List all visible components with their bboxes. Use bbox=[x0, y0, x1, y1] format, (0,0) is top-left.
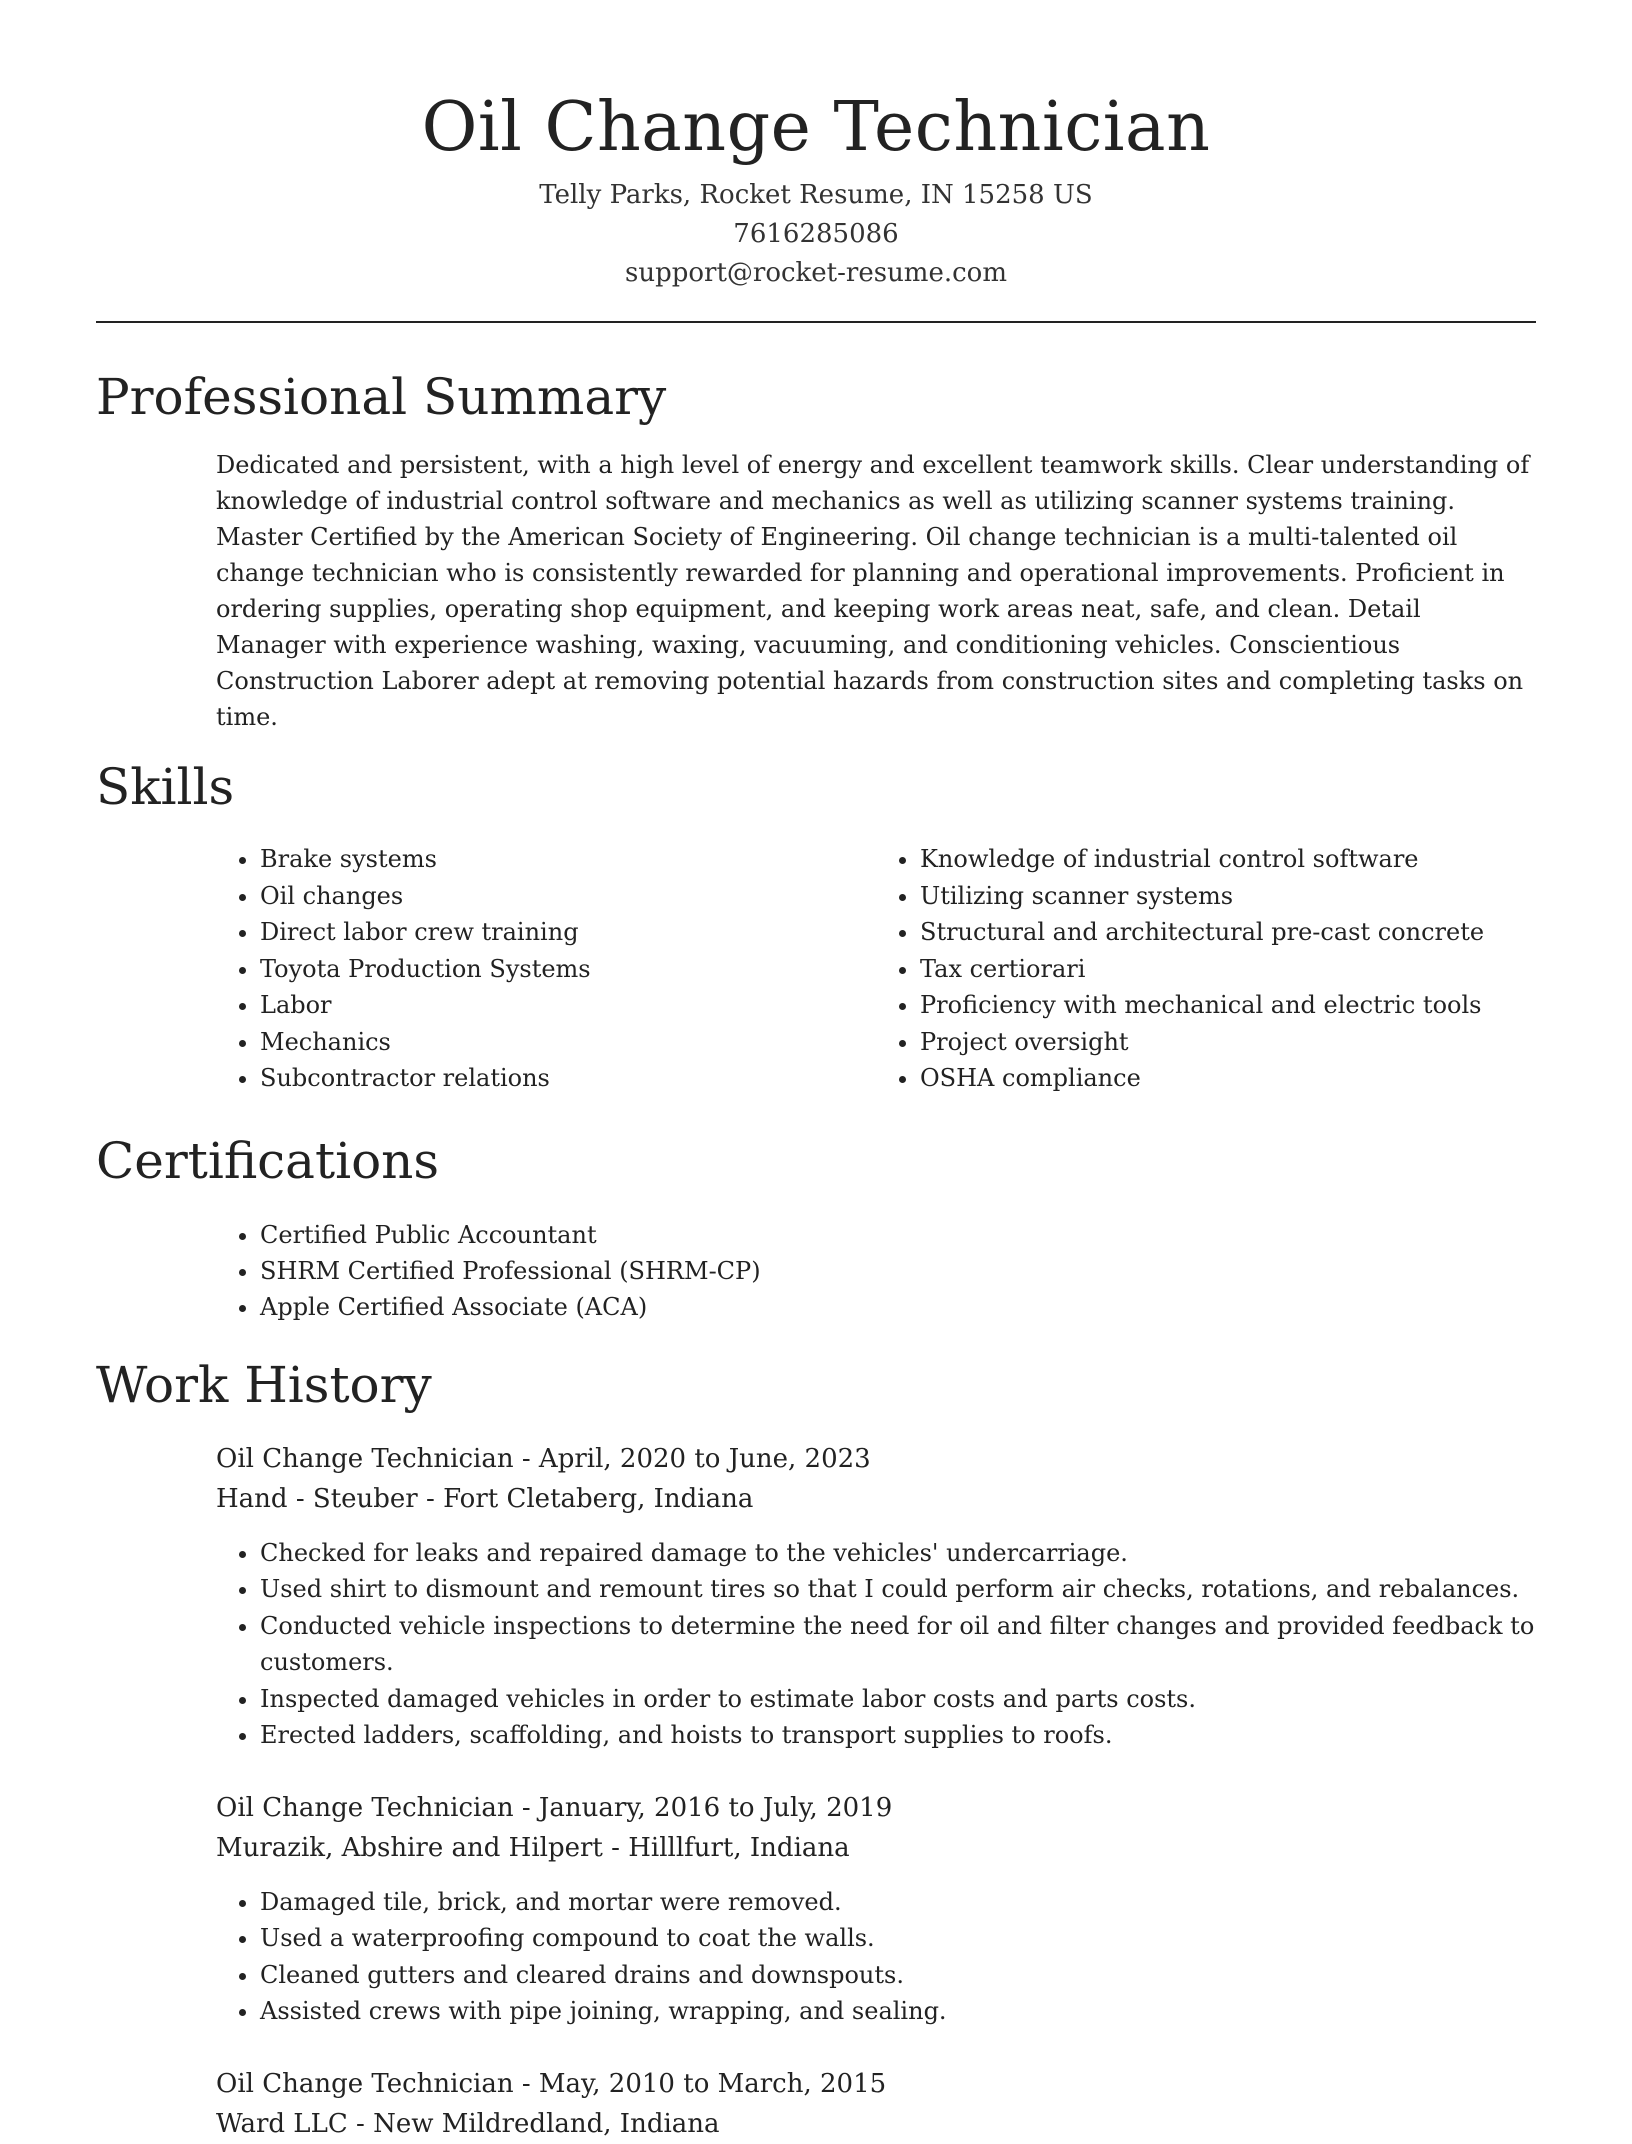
job-bullet: • Cleaned gutters and cleared drains and downspouts. bbox=[260, 1957, 1540, 1994]
job-company-line bbox=[216, 1828, 1536, 1868]
certifications-section bbox=[96, 1131, 1536, 1325]
skills-column-left bbox=[216, 841, 876, 1097]
job-dates: January, 2016 to July, 2019 bbox=[538, 1792, 893, 1823]
job-title: Oil Change Technician bbox=[216, 2068, 514, 2099]
certifications-title: Certifications bbox=[96, 1131, 440, 1190]
job-bullet: • Damaged tile, brick, and mortar were removed. bbox=[260, 1884, 1540, 1921]
separator: - bbox=[513, 2068, 539, 2099]
job-title-line bbox=[216, 1439, 1536, 1479]
skill-item: • Toyota Production Systems bbox=[260, 951, 876, 988]
job-bullets bbox=[216, 1884, 1540, 2030]
job-location: New Mildredland, Indiana bbox=[373, 2108, 720, 2139]
skill-item: • Labor bbox=[260, 987, 876, 1024]
skill-item: • Direct labor crew training bbox=[260, 914, 876, 951]
certifications-list bbox=[216, 1217, 1536, 1325]
job-bullet: • Used shirt to dismount and remount tires so that I could perform air checks, rotations, and rebalances. bbox=[260, 1571, 1540, 1608]
separator: - bbox=[513, 1792, 539, 1823]
job-location: Fort Cletaberg, Indiana bbox=[443, 1483, 754, 1514]
resume-page bbox=[96, 0, 1536, 2144]
skills-grid bbox=[216, 841, 1536, 1097]
contact-address: Telly Parks, Rocket Resume, IN 15258 US bbox=[539, 180, 1093, 210]
job-entry bbox=[216, 1788, 1536, 2030]
skill-item: • Utilizing scanner systems bbox=[920, 878, 1536, 915]
resume-name: Oil Change Technician bbox=[421, 88, 1211, 167]
skill-item: • Proficiency with mechanical and electric tools bbox=[920, 987, 1536, 1024]
job-bullet: • Checked for leaks and repaired damage to the vehicles' undercarriage. bbox=[260, 1535, 1540, 1572]
contact-email: support@rocket-resume.com bbox=[624, 258, 1007, 288]
header-divider bbox=[96, 321, 1536, 323]
skill-item: • Oil changes bbox=[260, 878, 876, 915]
summary-section bbox=[96, 367, 1536, 735]
job-bullet: • Erected ladders, scaffolding, and hoists to transport supplies to roofs. bbox=[260, 1717, 1540, 1754]
skill-item: • Tax certiorari bbox=[920, 951, 1536, 988]
skills-column-right bbox=[876, 841, 1536, 1097]
job-entry bbox=[216, 1439, 1536, 1754]
skill-item: • Knowledge of industrial control software bbox=[920, 841, 1536, 878]
job-company: Ward LLC bbox=[216, 2108, 348, 2139]
job-title: Oil Change Technician bbox=[216, 1443, 514, 1474]
separator: - bbox=[513, 1443, 539, 1474]
work-history-section bbox=[96, 1355, 1536, 2144]
job-dates: May, 2010 to March, 2015 bbox=[538, 2068, 887, 2099]
skill-item: • Structural and architectural pre-cast concrete bbox=[920, 914, 1536, 951]
certification-item: • Apple Certified Associate (ACA) bbox=[260, 1289, 1536, 1325]
skill-item: • Project oversight bbox=[920, 1024, 1536, 1061]
job-bullet: • Assisted crews with pipe joining, wrapping, and sealing. bbox=[260, 1993, 1540, 2030]
job-company: Hand - Steuber bbox=[216, 1483, 418, 1514]
resume-header bbox=[96, 0, 1536, 293]
separator: - bbox=[417, 1483, 444, 1514]
job-bullet: • Inspected damaged vehicles in order to estimate labor costs and parts costs. bbox=[260, 1681, 1540, 1718]
job-dates: April, 2020 to June, 2023 bbox=[538, 1443, 871, 1474]
skill-item: • Brake systems bbox=[260, 841, 876, 878]
skill-item: • Subcontractor relations bbox=[260, 1060, 876, 1097]
certification-item: • Certified Public Accountant bbox=[260, 1217, 1536, 1253]
jobs-list bbox=[96, 1439, 1536, 2144]
job-bullet: • Used a waterproofing compound to coat the walls. bbox=[260, 1920, 1540, 1957]
job-entry bbox=[216, 2064, 1536, 2144]
separator: - bbox=[602, 1832, 629, 1863]
job-bullets bbox=[216, 1535, 1540, 1754]
certification-item: • SHRM Certified Professional (SHRM-CP) bbox=[260, 1253, 1536, 1289]
summary-text: Dedicated and persistent, with a high level of energy and excellent teamwork skills. Clear understanding of knowledge of industrial control software and mechanics as well as utilizing scanner systems training. Master Certified by the American Society of Engineering. Oil change technician is a multi-talented oil change technician who is consistently rewarded for planning and operational improvements. Proficient in ordering supplies, operating shop equipment, and keeping work areas neat, safe, and clean. Detail Manager with experience washing, waxing, vacuuming, and conditioning vehicles. Conscientious Construction Laborer adept at removing potential hazards from construction sites and completing tasks on time. bbox=[216, 451, 1530, 731]
summary-title: Professional Summary bbox=[96, 368, 667, 426]
skill-item: • Mechanics bbox=[260, 1024, 876, 1061]
work-history-title: Work History bbox=[96, 1355, 432, 1414]
skills-title: Skills bbox=[96, 758, 235, 816]
job-title: Oil Change Technician bbox=[216, 1792, 514, 1823]
contact-block bbox=[96, 176, 1536, 293]
separator: - bbox=[347, 2108, 374, 2139]
job-title-line bbox=[216, 1788, 1536, 1828]
job-title-line bbox=[216, 2064, 1536, 2104]
job-location: Hilllfurt, Indiana bbox=[628, 1832, 850, 1863]
job-company: Murazik, Abshire and Hilpert bbox=[216, 1832, 603, 1863]
skills-section bbox=[96, 757, 1536, 1097]
job-company-line bbox=[216, 2104, 1536, 2144]
contact-phone: 7616285086 bbox=[733, 219, 899, 249]
skill-item: • OSHA compliance bbox=[920, 1060, 1536, 1097]
job-bullet: • Conducted vehicle inspections to determine the need for oil and filter changes and provided feedback to customers. bbox=[260, 1608, 1540, 1681]
job-company-line bbox=[216, 1479, 1536, 1519]
